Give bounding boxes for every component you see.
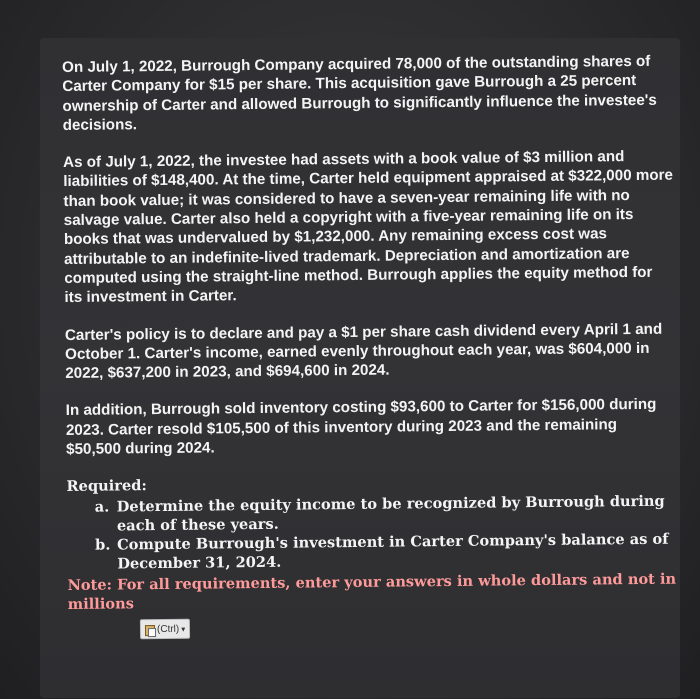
required-item-b [95, 530, 677, 574]
required-item-letter: b. [95, 536, 111, 555]
required-list [67, 492, 678, 574]
paragraph-acquisition: On July 1, 2022, Burrough Company acquired 78,000 of the outstanding shares of Carter Company for $15 per share. This acquisition gave Burrough a 25 percent ownership of Carter and allowed Burrough to significantly influence the investee's decisions. [62, 52, 657, 134]
required-item-text: Compute Burrough's investment in Carter Company's balance as of December 31, 2024. [117, 531, 669, 573]
required-item-letter: a. [94, 498, 110, 517]
paragraph-inventory-sales: In addition, Burrough sold inventory costing $93,600 to Carter for $156,000 during 2023. Carter resold $105,500 of this inventory during 2023 and the remaining $50,500 during 2024. [65, 396, 657, 459]
clipboard-icon [145, 624, 155, 635]
paste-options-label: (Ctrl) [156, 623, 180, 635]
paragraph-dividend-policy: Carter's policy is to declare and pay a $1 per share cash dividend every April 1 and October 1. Carter's income, earned evenly throughout each year, was $604,000 in 2022, $637,200 in 2023, and $694,600 in 2024. [64, 320, 663, 383]
chevron-down-icon: ▾ [181, 624, 186, 634]
problem-text [62, 52, 678, 641]
paragraph-investee-assets: As of July 1, 2022, the investee had assets with a book value of $3 million and liabilities of $148,400. At the time, Carter held equipment appraised at $322,000 more than book value; it was considered to have a seven-year remaining life with no salvage value. Carter also held a copyright with a five-year remaining life on its books that was undervalued by $1,232,000. Any remaining excess cost was attributable to an indefinite-lived trademark. Depreciation and amortization are computed using the straight-line method. Burrough applies the equity method for its investment in Carter. [63, 148, 674, 307]
required-item-a [95, 492, 677, 536]
required-item-text: Determine the equity income to be recognized by Burrough during each of these years. [116, 493, 665, 535]
note-text: Note: For all requirements, enter your answers in whole dollars and not in millions [67, 570, 677, 614]
paste-options-button[interactable] [140, 619, 190, 640]
required-section [66, 471, 677, 614]
required-heading: Required: [66, 477, 147, 496]
